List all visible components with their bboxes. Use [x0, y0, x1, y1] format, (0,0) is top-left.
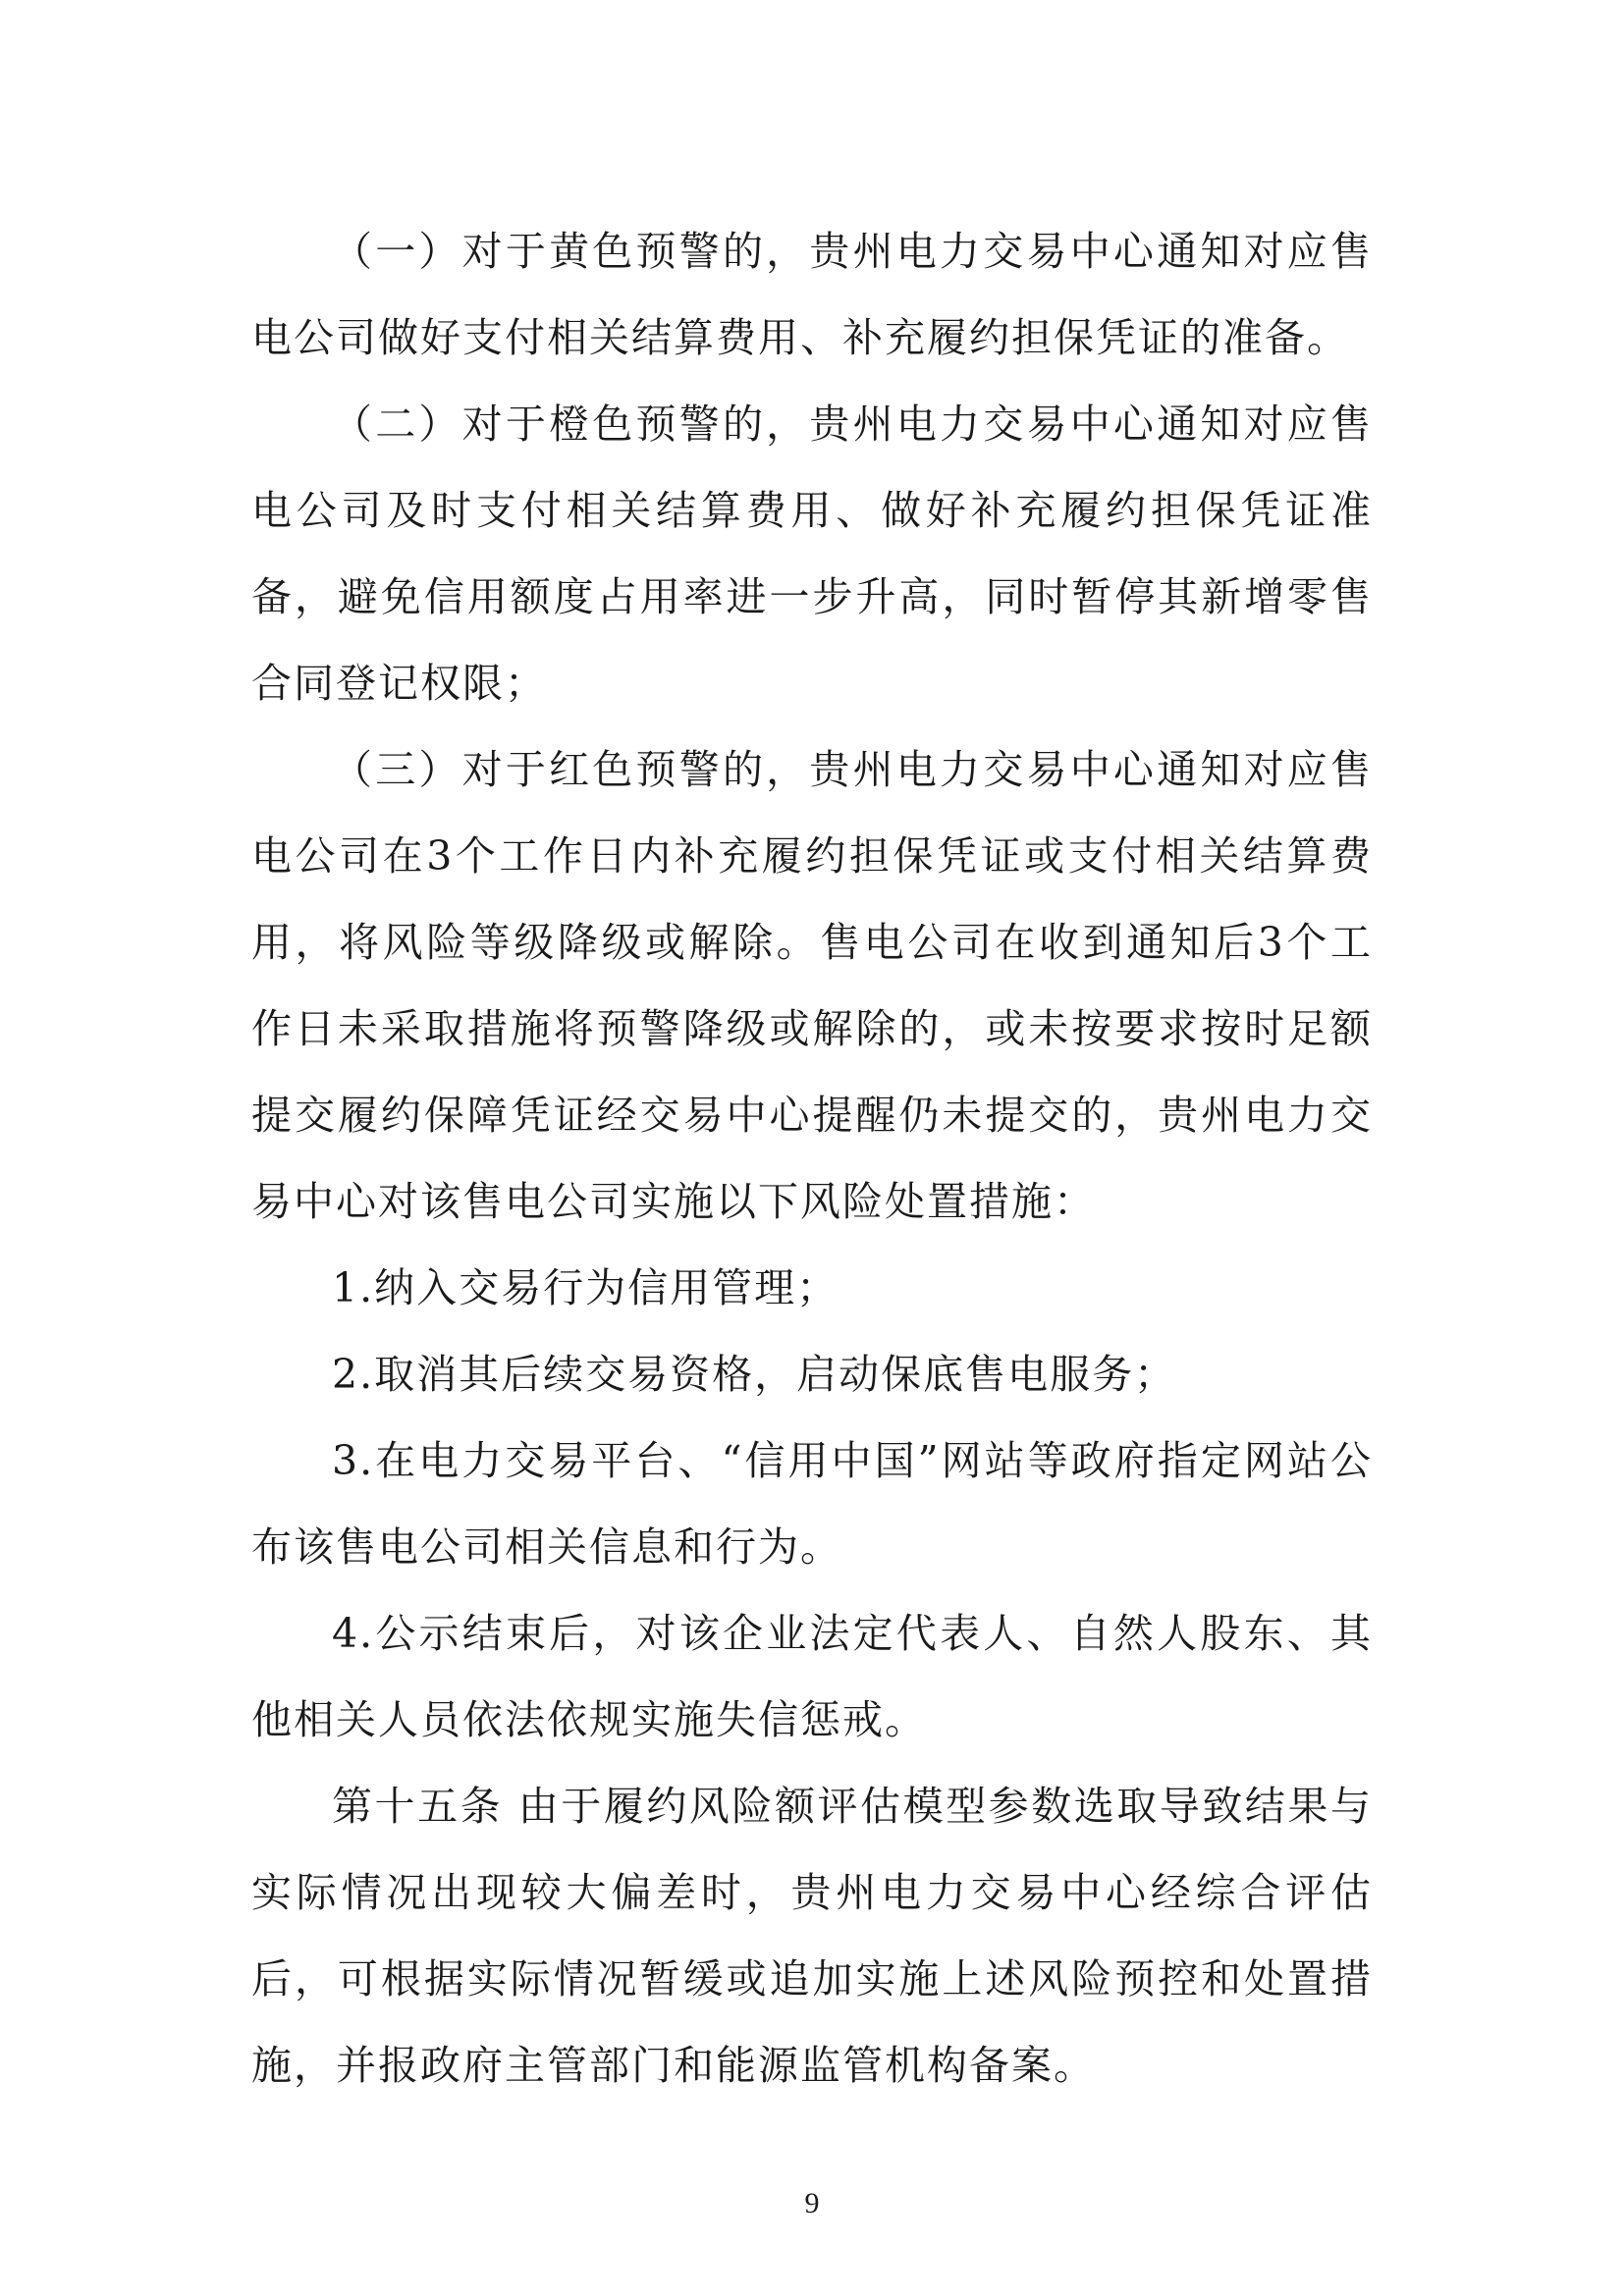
- measure-item-1: 1.纳入交易行为信用管理；: [332, 1264, 839, 1311]
- measure-item-2: 2.取消其后续交易资格，启动保底售电服务；: [332, 1351, 1177, 1398]
- paragraph-article-15: 第十五条 由于履约风险额评估模型参数选取导致结果与实际情况出现较大偏差时，贵州电力交易中心经综合评估后，可根据实际情况暂缓或追加实施上述风险预控和处置措施，并报政府主管部门和能源监管机构备案。: [251, 1783, 1373, 2089]
- measure-item-4: 4.公示结束后，对该企业法定代表人、自然人股东、其他相关人员依法依规实施失信惩戒。: [251, 1610, 1373, 1743]
- document-body: [251, 208, 1373, 2109]
- paragraph-red-warning: （三）对于红色预警的，贵州电力交易中心通知对应售电公司在3个工作日内补充履约担保凭证或支付相关结算费用，将风险等级降级或解除。售电公司在收到通知后3个工作日未采取措施将预警降级或解除的，或未按要求按时足额提交履约保障凭证经交易中心提醒仍未提交的，贵州电力交易中心对该售电公司实施以下风险处置措施：: [251, 746, 1373, 1225]
- measure-item-3: 3.在电力交易平台、“信用中国”网站等政府指定网站公布该售电公司相关信息和行为。: [251, 1437, 1373, 1571]
- page-number: 9: [804, 2187, 820, 2219]
- paragraph-yellow-warning: （一）对于黄色预警的，贵州电力交易中心通知对应售电公司做好支付相关结算费用、补充履约担保凭证的准备。: [251, 228, 1373, 361]
- paragraph-orange-warning: （二）对于橙色预警的，贵州电力交易中心通知对应售电公司及时支付相关结算费用、做好补充履约担保凭证准备，避免信用额度占用率进一步升高，同时暂停其新增零售合同登记权限；: [251, 400, 1373, 707]
